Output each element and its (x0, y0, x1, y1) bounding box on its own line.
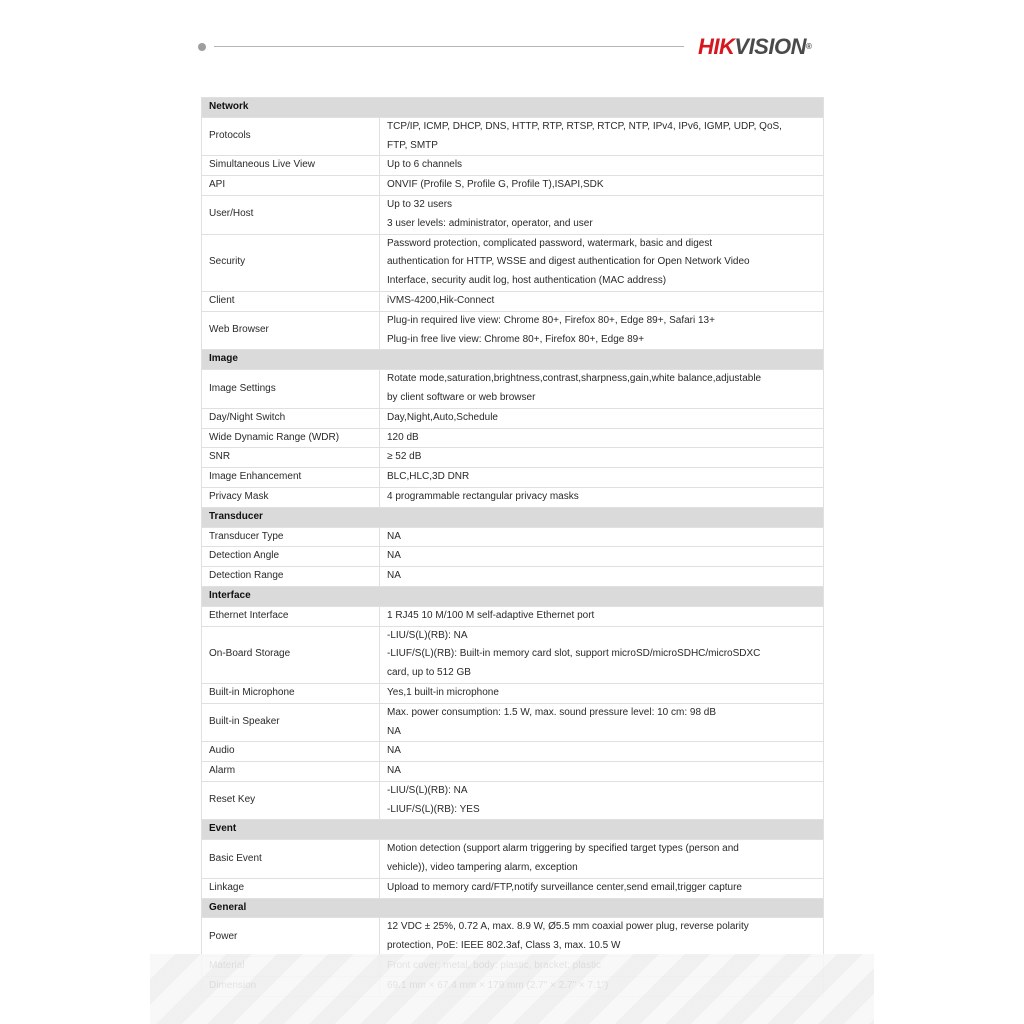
spec-row (202, 291, 824, 311)
spec-value-line: iVMS-4200,Hik-Connect (387, 294, 495, 306)
spec-value (380, 878, 824, 898)
spec-value-line: Upload to memory card/FTP,notify surveillance center,send email,trigger capture (387, 881, 742, 893)
section-title: Event (202, 820, 824, 840)
spec-label: Built-in Speaker (202, 703, 380, 742)
spec-value (380, 370, 824, 409)
section-header-row (202, 586, 824, 606)
spec-value-line: NA (387, 550, 401, 562)
spec-value-line: -LIUF/S(L)(RB): Built-in memory card slot, support microSD/microSDHC/microSDXC (387, 648, 761, 660)
spec-value (380, 606, 824, 626)
spec-label: SNR (202, 448, 380, 468)
spec-row (202, 117, 824, 156)
spec-label: Detection Angle (202, 547, 380, 567)
spec-row (202, 626, 824, 683)
logo-hik: HIK (698, 34, 735, 59)
spec-row (202, 840, 824, 879)
spec-label: Wide Dynamic Range (WDR) (202, 428, 380, 448)
spec-value-line: Day,Night,Auto,Schedule (387, 411, 498, 423)
section-title: Network (202, 98, 824, 118)
spec-label: Image Settings (202, 370, 380, 409)
spec-label: Protocols (202, 117, 380, 156)
spec-value-line: Motion detection (support alarm triggering by specified target types (person and (387, 843, 739, 855)
spec-row (202, 487, 824, 507)
spec-row (202, 156, 824, 176)
spec-value-line: NA (387, 725, 401, 737)
spec-row (202, 918, 824, 957)
spec-value (380, 408, 824, 428)
spec-value-line: Up to 32 users (387, 198, 453, 210)
header-rule (214, 46, 684, 47)
spec-value-line: 3 user levels: administrator, operator, and user (387, 217, 593, 229)
spec-row (202, 428, 824, 448)
spec-value (380, 448, 824, 468)
section-header-row (202, 350, 824, 370)
spec-row (202, 567, 824, 587)
datasheet-page (150, 0, 874, 1024)
spec-row (202, 762, 824, 782)
spec-row (202, 742, 824, 762)
spec-value-line: FTP, SMTP (387, 139, 438, 151)
spec-value-line: ≥ 52 dB (387, 451, 422, 463)
spec-label: Privacy Mask (202, 487, 380, 507)
spec-row (202, 408, 824, 428)
spec-value (380, 840, 824, 879)
spec-value (380, 156, 824, 176)
spec-value-line: 120 dB (387, 431, 419, 443)
spec-value-line: BLC,HLC,3D DNR (387, 471, 470, 483)
spec-value (380, 311, 824, 350)
section-title: General (202, 898, 824, 918)
spec-row (202, 468, 824, 488)
spec-value (380, 234, 824, 291)
page-footer-pattern (150, 954, 874, 1024)
section-header-row (202, 898, 824, 918)
spec-value-line: vehicle)), video tampering alarm, exception (387, 862, 578, 874)
spec-value (380, 428, 824, 448)
spec-value (380, 487, 824, 507)
spec-row (202, 606, 824, 626)
spec-row (202, 683, 824, 703)
spec-value-line: Plug-in required live view: Chrome 80+, Firefox 80+, Edge 89+, Safari 13+ (387, 314, 715, 326)
spec-value-line: NA (387, 765, 401, 777)
spec-value (380, 918, 824, 957)
spec-value-line: -LIU/S(L)(RB): NA (387, 784, 468, 796)
spec-label: Built-in Microphone (202, 683, 380, 703)
spec-label: Client (202, 291, 380, 311)
logo-registered-mark: ® (805, 42, 812, 51)
spec-label: On-Board Storage (202, 626, 380, 683)
spec-label: Detection Range (202, 567, 380, 587)
spec-label: Security (202, 234, 380, 291)
section-header-row (202, 507, 824, 527)
spec-row (202, 703, 824, 742)
specification-table (201, 97, 824, 997)
spec-value (380, 527, 824, 547)
spec-value-line: protection, PoE: IEEE 802.3af, Class 3, max. 10.5 W (387, 940, 621, 952)
spec-label: Web Browser (202, 311, 380, 350)
spec-value-line: Max. power consumption: 1.5 W, max. sound pressure level: 10 cm: 98 dB (387, 706, 717, 718)
hikvision-logo (698, 33, 848, 61)
spec-value-line: Password protection, complicated password, watermark, basic and digest (387, 237, 713, 249)
spec-label: Image Enhancement (202, 468, 380, 488)
spec-value-line: Up to 6 channels (387, 159, 463, 171)
spec-row (202, 527, 824, 547)
spec-label: Day/Night Switch (202, 408, 380, 428)
spec-row (202, 311, 824, 350)
spec-value (380, 762, 824, 782)
spec-row (202, 234, 824, 291)
spec-value-line: NA (387, 570, 401, 582)
logo-vision: VISION (734, 34, 806, 59)
spec-label: Power (202, 918, 380, 957)
spec-value (380, 781, 824, 820)
spec-value-line: 1 RJ45 10 M/100 M self-adaptive Ethernet port (387, 609, 595, 621)
spec-value (380, 626, 824, 683)
spec-value-line: card, up to 512 GB (387, 667, 471, 679)
spec-value (380, 176, 824, 196)
spec-value-line: TCP/IP, ICMP, DHCP, DNS, HTTP, RTP, RTSP, RTCP, NTP, IPv4, IPv6, IGMP, UDP, QoS, (387, 120, 782, 132)
spec-value-line: by client software or web browser (387, 391, 536, 403)
spec-row (202, 195, 824, 234)
spec-value-line: Rotate mode,saturation,brightness,contrast,sharpness,gain,white balance,adjustable (387, 373, 762, 385)
spec-label: Basic Event (202, 840, 380, 879)
spec-label: Simultaneous Live View (202, 156, 380, 176)
header-dot (198, 43, 206, 51)
spec-value-line: ONVIF (Profile S, Profile G, Profile T),ISAPI,SDK (387, 179, 604, 191)
spec-value-line: Interface, security audit log, host authentication (MAC address) (387, 275, 667, 287)
section-header-row (202, 98, 824, 118)
spec-value (380, 468, 824, 488)
spec-row (202, 370, 824, 409)
spec-value (380, 291, 824, 311)
spec-value-line: -LIU/S(L)(RB): NA (387, 629, 468, 641)
spec-value-line: authentication for HTTP, WSSE and digest authentication for Open Network Video (387, 256, 750, 268)
spec-row (202, 547, 824, 567)
section-title: Interface (202, 586, 824, 606)
section-header-row (202, 820, 824, 840)
spec-label: Audio (202, 742, 380, 762)
section-title: Transducer (202, 507, 824, 527)
spec-value-line: 12 VDC ± 25%, 0.72 A, max. 8.9 W, Ø5.5 mm coaxial power plug, reverse polarity (387, 921, 749, 933)
spec-label: Transducer Type (202, 527, 380, 547)
spec-row (202, 878, 824, 898)
spec-value-line: Plug-in free live view: Chrome 80+, Firefox 80+, Edge 89+ (387, 333, 645, 345)
specification-table-body (202, 98, 824, 997)
spec-value (380, 195, 824, 234)
spec-label: Ethernet Interface (202, 606, 380, 626)
spec-row (202, 781, 824, 820)
spec-value-line: -LIUF/S(L)(RB): YES (387, 803, 480, 815)
spec-label: Linkage (202, 878, 380, 898)
spec-label: API (202, 176, 380, 196)
section-title: Image (202, 350, 824, 370)
spec-value (380, 117, 824, 156)
spec-label: User/Host (202, 195, 380, 234)
spec-value (380, 567, 824, 587)
spec-row (202, 448, 824, 468)
spec-value (380, 742, 824, 762)
spec-value-line: Yes,1 built-in microphone (387, 686, 499, 698)
spec-value-line: 4 programmable rectangular privacy masks (387, 490, 579, 502)
spec-label: Alarm (202, 762, 380, 782)
spec-value (380, 703, 824, 742)
spec-label: Reset Key (202, 781, 380, 820)
spec-value (380, 547, 824, 567)
spec-row (202, 176, 824, 196)
spec-value-line: NA (387, 530, 401, 542)
spec-value (380, 683, 824, 703)
spec-value-line: NA (387, 745, 401, 757)
